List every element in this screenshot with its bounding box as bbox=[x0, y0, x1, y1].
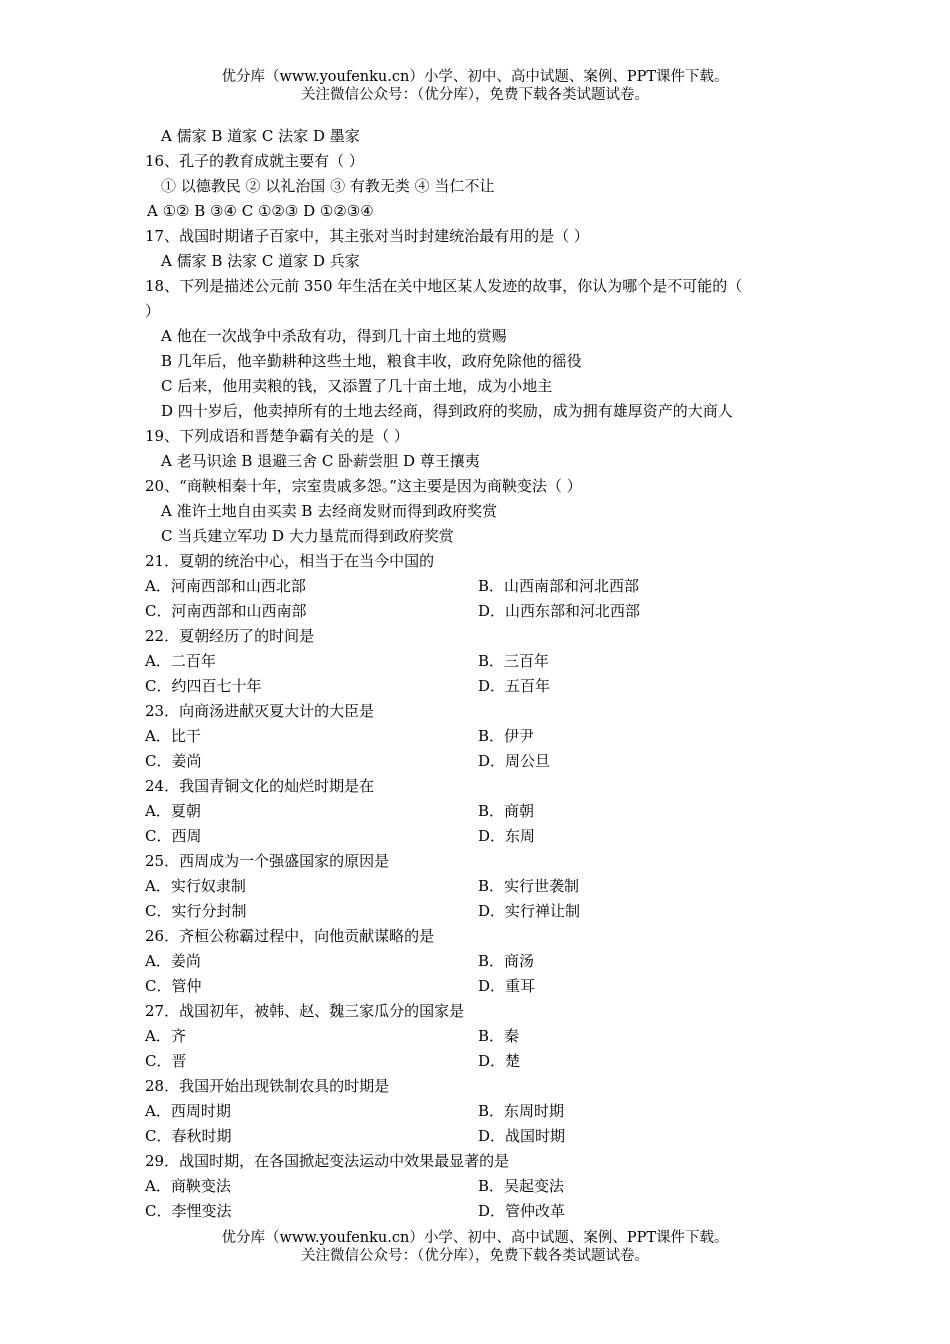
q21-option-c: C．河南西部和山西南部 bbox=[145, 602, 307, 620]
q22-option-c: C．约四百七十年 bbox=[145, 677, 262, 695]
q29-option-d: D．管仲改革 bbox=[478, 1202, 566, 1220]
q22-option-a: A．二百年 bbox=[145, 652, 216, 670]
q28-option-d: D．战国时期 bbox=[478, 1127, 566, 1145]
q26-option-c: C．管仲 bbox=[145, 977, 202, 995]
header-line-1: 优分库（www.youfenku.cn）小学、初中、高中试题、案例、PPT课件下载。 bbox=[221, 69, 729, 85]
q18-option-d: D 四十岁后，他卖掉所有的土地去经商，得到政府的奖励，成为拥有雄厚资产的大商人 bbox=[161, 402, 733, 420]
q26-option-d: D．重耳 bbox=[478, 977, 536, 995]
q29-option-a: A．商鞅变法 bbox=[145, 1177, 231, 1195]
q21-stem: 21．夏朝的统治中心，相当于在当今中国的 bbox=[145, 552, 435, 570]
page-header bbox=[0, 68, 950, 104]
q28-stem: 28．我国开始出现铁制农具的时期是 bbox=[145, 1077, 390, 1095]
q22-stem: 22．夏朝经历了的时间是 bbox=[145, 627, 315, 645]
q26-option-b: B．商汤 bbox=[478, 952, 535, 970]
q28-option-a: A．西周时期 bbox=[145, 1102, 231, 1120]
q16-stem: 16、孔子的教育成就主要有（ ） bbox=[145, 152, 364, 170]
q23-option-c: C．姜尚 bbox=[145, 752, 202, 770]
q27-option-c: C．晋 bbox=[145, 1052, 187, 1070]
q26-option-a: A．姜尚 bbox=[145, 952, 201, 970]
q24-option-a: A．夏朝 bbox=[145, 802, 201, 820]
q17-options: A 儒家 B 法家 C 道家 D 兵家 bbox=[161, 252, 360, 270]
footer-line-2: 关注微信公众号：（优分库），免费下载各类试题试卷。 bbox=[301, 1248, 649, 1264]
q25-option-c: C．实行分封制 bbox=[145, 902, 247, 920]
q17-stem: 17、战国时期诸子百家中，其主张对当时封建统治最有用的是（ ） bbox=[145, 227, 589, 245]
q29-stem: 29．战国时期，在各国掀起变法运动中效果最显著的是 bbox=[145, 1152, 510, 1170]
q24-stem: 24．我国青铜文化的灿烂时期是在 bbox=[145, 777, 375, 795]
q16-options: A ①② B ③④ C ①②③ D ①②③④ bbox=[147, 202, 374, 220]
q15-options: A 儒家 B 道家 C 法家 D 墨家 bbox=[161, 127, 360, 145]
q27-stem: 27．战国初年，被韩、赵、魏三家瓜分的国家是 bbox=[145, 1002, 465, 1020]
q25-option-b: B．实行世袭制 bbox=[478, 877, 580, 895]
q19-stem: 19、下列成语和晋楚争霸有关的是（ ） bbox=[145, 427, 409, 445]
q21-option-d: D．山西东部和河北西部 bbox=[478, 602, 641, 620]
q28-option-b: B．东周时期 bbox=[478, 1102, 565, 1120]
q22-option-d: D．五百年 bbox=[478, 677, 551, 695]
exam-content bbox=[145, 124, 825, 1224]
q23-option-d: D．周公旦 bbox=[478, 752, 551, 770]
q20-stem: 20、“商鞅相秦十年，宗室贵戚多怨。”这主要是因为商鞅变法（ ） bbox=[145, 477, 582, 495]
q18-stem-end: ） bbox=[145, 302, 161, 320]
q16-items: ① 以德教民 ② 以礼治国 ③ 有教无类 ④ 当仁不让 bbox=[161, 177, 495, 195]
q24-option-b: B．商朝 bbox=[478, 802, 535, 820]
q20-options-row2: C 当兵建立军功 D 大力垦荒而得到政府奖赏 bbox=[161, 527, 454, 545]
q20-options-row1: A 准许土地自由买卖 B 去经商发财而得到政府奖赏 bbox=[161, 502, 498, 520]
q27-option-b: B．秦 bbox=[478, 1027, 520, 1045]
q26-stem: 26．齐桓公称霸过程中，向他贡献谋略的是 bbox=[145, 927, 435, 945]
q22-option-b: B．三百年 bbox=[478, 652, 550, 670]
q23-stem: 23．向商汤进献灭夏大计的大臣是 bbox=[145, 702, 375, 720]
q18-stem: 18、下列是描述公元前 350 年生活在关中地区某人发迹的故事，你认为哪个是不可能的（ bbox=[145, 277, 743, 295]
q25-option-d: D．实行禅让制 bbox=[478, 902, 581, 920]
q23-option-b: B．伊尹 bbox=[478, 727, 535, 745]
q27-option-a: A．齐 bbox=[145, 1027, 186, 1045]
q24-option-d: D．东周 bbox=[478, 827, 536, 845]
q27-option-d: D．楚 bbox=[478, 1052, 521, 1070]
footer-line-1: 优分库（www.youfenku.cn）小学、初中、高中试题、案例、PPT课件下载。 bbox=[221, 1230, 729, 1246]
q18-option-c: C 后来，他用卖粮的钱，又添置了几十亩土地，成为小地主 bbox=[161, 377, 553, 395]
q21-option-a: A．河南西部和山西北部 bbox=[145, 577, 306, 595]
q25-option-a: A．实行奴隶制 bbox=[145, 877, 246, 895]
q21-option-b: B．山西南部和河北西部 bbox=[478, 577, 640, 595]
q28-option-c: C．春秋时期 bbox=[145, 1127, 232, 1145]
header-line-2: 关注微信公众号：（优分库），免费下载各类试题试卷。 bbox=[301, 87, 649, 103]
q18-option-a: A 他在一次战争中杀敌有功，得到几十亩土地的赏赐 bbox=[161, 327, 507, 345]
q19-options: A 老马识途 B 退避三舍 C 卧薪尝胆 D 尊王攘夷 bbox=[161, 452, 480, 470]
q18-option-b: B 几年后，他辛勤耕种这些土地，粮食丰收，政府免除他的徭役 bbox=[161, 352, 582, 370]
q29-option-b: B．吴起变法 bbox=[478, 1177, 565, 1195]
q25-stem: 25．西周成为一个强盛国家的原因是 bbox=[145, 852, 390, 870]
page-footer bbox=[0, 1229, 950, 1265]
q29-option-c: C．李悝变法 bbox=[145, 1202, 232, 1220]
q24-option-c: C．西周 bbox=[145, 827, 202, 845]
q23-option-a: A．比干 bbox=[145, 727, 201, 745]
